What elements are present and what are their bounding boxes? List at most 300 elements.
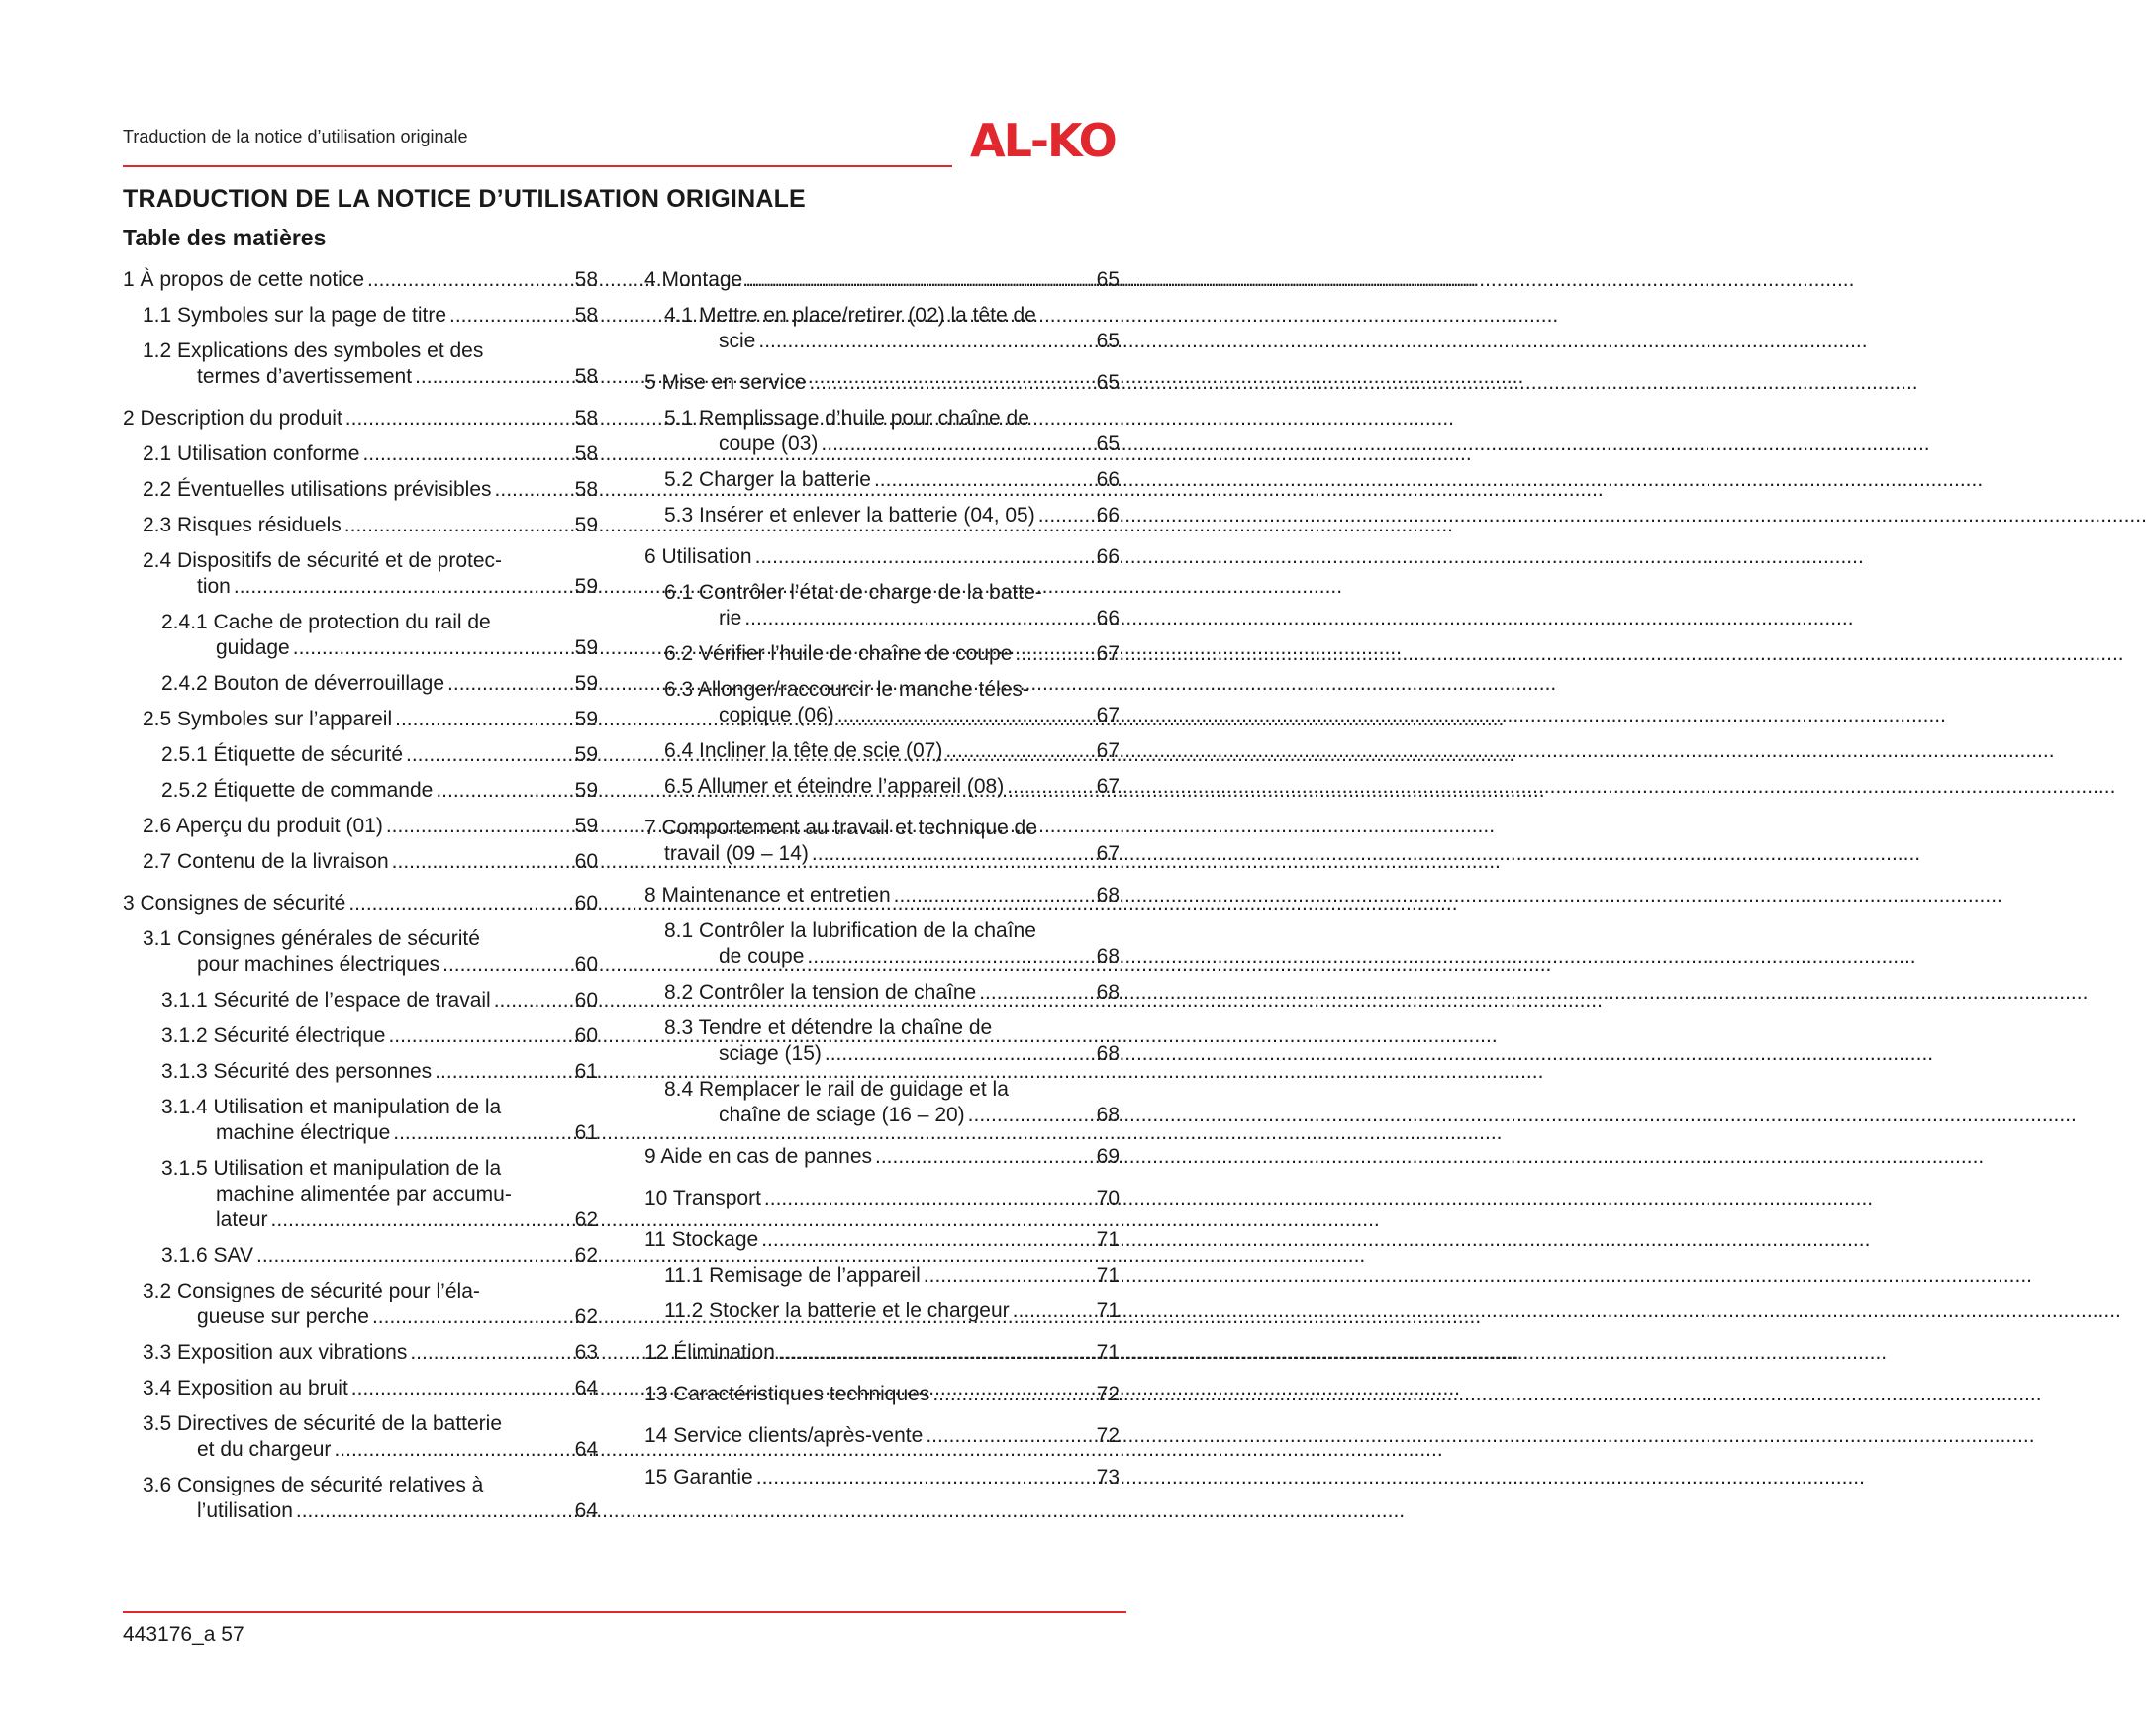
toc-entry[interactable] [123, 1279, 598, 1330]
toc-page-number: 70 [1096, 1187, 1120, 1209]
toc-entry-title: 5 Mise en service [644, 371, 807, 394]
toc-line [664, 703, 1120, 728]
toc-entry-title: 3.5 Directives de sécurité de la batterie [143, 1412, 503, 1435]
toc-entry[interactable] [123, 267, 598, 293]
toc-entry[interactable] [644, 883, 1120, 909]
toc-line [644, 1465, 1120, 1491]
toc-entry-title: 2.6 Aperçu du produit (01) [143, 815, 383, 837]
toc-entry-title: 6.1 Contrôler l’état de charge de la batte- [664, 581, 1042, 604]
toc-page-number: 68 [1096, 981, 1120, 1004]
toc-page-number: 59 [574, 779, 598, 802]
toc-leader [435, 1059, 571, 1085]
toc-entry-title: 3.1.3 Sécurité des personnes [161, 1060, 433, 1083]
toc-page-number: 67 [1096, 642, 1120, 665]
toc-leader [495, 477, 572, 503]
toc-page-number: 72 [1096, 1383, 1120, 1405]
toc-entry[interactable] [644, 1077, 1120, 1128]
toc-page-number: 71 [1096, 1341, 1120, 1364]
toc-entry-title: 6.3 Allonger/raccourcir le manche téles- [664, 678, 1029, 701]
toc-entry-title: 2.7 Contenu de la livraison [143, 850, 389, 873]
toc-page-number: 66 [1096, 607, 1120, 629]
toc-page-number: 58 [574, 478, 598, 501]
toc-page-number: 58 [574, 304, 598, 327]
toc-entry[interactable] [123, 1023, 598, 1049]
toc-entry[interactable] [644, 918, 1120, 970]
toc-right-column [644, 267, 1120, 1491]
toc-line [161, 1120, 598, 1146]
toc-entry-title-cont: lateur [216, 1208, 268, 1231]
toc-line [143, 1498, 598, 1524]
toc-entry[interactable] [123, 548, 598, 600]
toc-entry-title: 3.1.2 Sécurité électrique [161, 1024, 386, 1047]
toc-line [143, 441, 598, 467]
toc-entry-title: 11.1 Remisage de l’appareil [664, 1264, 921, 1287]
toc-entry-title-cont: scie [719, 330, 756, 352]
toc-leader [825, 1041, 1094, 1067]
toc-entry[interactable] [644, 303, 1120, 354]
toc-leader [979, 980, 1093, 1006]
toc-leader [807, 944, 1093, 970]
toc-entry[interactable] [644, 1340, 1120, 1366]
toc-leader [761, 1227, 1093, 1253]
toc-leader [345, 406, 572, 432]
toc-page-number: 67 [1096, 775, 1120, 798]
toc-line [161, 1023, 598, 1049]
toc-line [664, 1263, 1120, 1289]
toc-page-number: 67 [1096, 842, 1120, 865]
toc-page-number: 66 [1096, 545, 1120, 568]
toc-entry-title: 3.2 Consignes de sécurité pour l’éla- [143, 1280, 480, 1302]
toc-page-number: 72 [1096, 1424, 1120, 1447]
toc-entry[interactable] [123, 814, 598, 839]
toc-entry[interactable] [123, 778, 598, 804]
toc-line [644, 1144, 1120, 1170]
toc-entry[interactable] [644, 774, 1120, 800]
toc-entry-title: 6 Utilisation [644, 545, 752, 568]
toc-page-number: 68 [1096, 884, 1120, 907]
toc-line [161, 742, 598, 768]
toc-entry[interactable] [123, 1059, 598, 1085]
toc-leader [234, 574, 572, 600]
toc-line [143, 952, 598, 978]
toc-entry[interactable] [123, 441, 598, 467]
toc-entry[interactable] [123, 742, 598, 768]
toc-leader [406, 742, 572, 768]
toc-line [143, 1437, 598, 1463]
toc-page-number: 66 [1096, 504, 1120, 527]
toc-entry[interactable] [644, 503, 1120, 529]
toc-page-number: 58 [574, 407, 598, 430]
toc-page-number: 69 [1096, 1145, 1120, 1168]
toc-entry[interactable] [123, 406, 598, 432]
toc-line [143, 849, 598, 875]
toc-leader [945, 738, 1093, 764]
toc-leader [334, 1437, 571, 1463]
toc-line [143, 1304, 598, 1330]
toc-page-number: 58 [574, 365, 598, 388]
toc-leader [351, 1376, 572, 1401]
toc-page-number: 61 [574, 1060, 598, 1083]
toc-page-number: 71 [1096, 1228, 1120, 1251]
toc-entry-title: 6.2 Vérifier l’huile de chaîne de coupe [664, 642, 1013, 665]
toc-entry-title: 3.1 Consignes générales de sécurité [143, 927, 480, 950]
toc-line [143, 303, 598, 329]
toc-leader [367, 267, 572, 293]
toc-entry-title: 11 Stockage [644, 1228, 759, 1251]
toc-entry[interactable] [644, 677, 1120, 728]
toc-page-number: 65 [1096, 330, 1120, 352]
toc-entry-title: 5.2 Charger la batterie [664, 468, 871, 491]
toc-page-number: 73 [1096, 1466, 1120, 1489]
toc-entry-title-cont: guidage [216, 636, 290, 659]
toc-line [644, 883, 1120, 909]
toc-entry[interactable] [644, 1015, 1120, 1067]
toc-line [123, 267, 598, 293]
toc-line [644, 1227, 1120, 1253]
toc-line [161, 1243, 598, 1269]
toc-leader [1013, 1299, 1094, 1324]
toc-page-number: 67 [1096, 704, 1120, 726]
toc-leader [875, 1144, 1094, 1170]
toc-leader [392, 849, 572, 875]
toc-entry[interactable] [644, 1227, 1120, 1253]
toc-entry-title-cont: sciage (15) [719, 1042, 822, 1065]
toc-entry-title: 2.2 Éventuelles utilisations prévisibles [143, 478, 492, 501]
toc-leader [344, 513, 572, 538]
toc-entry[interactable] [644, 406, 1120, 457]
toc-entry[interactable] [644, 641, 1120, 667]
toc-page-number: 63 [574, 1341, 598, 1364]
toc-leader [837, 703, 1094, 728]
toc-entry-title: 2.3 Risques résiduels [143, 514, 342, 536]
toc-line [664, 641, 1120, 667]
running-header: Traduction de la notice d’utilisation originale [123, 127, 468, 146]
toc-leader [447, 671, 572, 697]
toc-leader [744, 606, 1093, 631]
toc-entry-title: 2.4.2 Bouton de déverrouillage [161, 672, 445, 695]
toc-entry[interactable] [123, 1340, 598, 1366]
toc-entry-title: 8.4 Remplacer le rail de guidage et la [664, 1078, 1009, 1101]
toc-entry-title-cont: gueuse sur perche [197, 1305, 369, 1328]
toc-line [664, 606, 1120, 631]
toc-page-number: 64 [574, 1377, 598, 1399]
toc-entry-title: 13 Caractéristiques techniques [644, 1383, 930, 1405]
toc-line [644, 1340, 1120, 1366]
toc-entry-title-cont: coupe (03) [719, 433, 819, 455]
toc-leader [745, 267, 1093, 293]
toc-entry-title-cont: machine électrique [216, 1121, 391, 1144]
toc-leader [293, 635, 572, 661]
footer-divider [123, 1611, 1126, 1613]
toc-line [161, 671, 598, 697]
toc-page-number: 64 [574, 1499, 598, 1522]
toc-page-number: 67 [1096, 739, 1120, 762]
toc-entry-title: 3.1.4 Utilisation et manipulation de la [161, 1096, 502, 1118]
toc-line [644, 544, 1120, 570]
toc-entry[interactable] [644, 1382, 1120, 1407]
toc-leader [442, 952, 572, 978]
toc-entry-title: 3.3 Exposition aux vibrations [143, 1341, 408, 1364]
toc-entry-title: 1.2 Explications des symboles et des [143, 339, 484, 362]
toc-line [644, 841, 1120, 867]
toc-entry[interactable] [644, 816, 1120, 867]
toc-page-number: 68 [1096, 1104, 1120, 1126]
toc-entry-title: 14 Service clients/après-vente [644, 1424, 924, 1447]
toc-leader [386, 814, 572, 839]
toc-leader [809, 370, 1093, 396]
toc-line [143, 707, 598, 732]
toc-leader [894, 883, 1094, 909]
toc-leader [388, 1023, 571, 1049]
toc-entry[interactable] [123, 926, 598, 978]
toc-line [644, 1186, 1120, 1211]
toc-entry[interactable] [123, 1473, 598, 1524]
toc-page-number: 58 [574, 268, 598, 291]
toc-page-number: 60 [574, 892, 598, 915]
toc-leader [449, 303, 572, 329]
toc-leader [1007, 774, 1093, 800]
toc-line [143, 364, 598, 390]
toc-line [664, 774, 1120, 800]
toc-entry[interactable] [644, 980, 1120, 1006]
toc-leader [874, 467, 1094, 493]
toc-entry[interactable] [123, 1243, 598, 1269]
toc-entry[interactable] [123, 849, 598, 875]
toc-entry-title: 3.6 Consignes de sécurité relatives à [143, 1474, 484, 1496]
toc-leader [812, 841, 1094, 867]
toc-line [664, 1041, 1120, 1067]
toc-leader [372, 1304, 572, 1330]
toc-entry-title: 4.1 Mettre en place/retirer (02) la tête de [664, 304, 1036, 327]
toc-line [161, 778, 598, 804]
toc-page-number: 65 [1096, 433, 1120, 455]
toc-entry[interactable] [123, 671, 598, 697]
toc-leader [968, 1103, 1094, 1128]
toc-entry[interactable] [644, 1299, 1120, 1324]
toc-entry[interactable] [123, 477, 598, 503]
toc-line [644, 1423, 1120, 1449]
toc-page-number: 58 [574, 442, 598, 465]
alko-logo [968, 114, 1126, 167]
toc-entry-title: 2.5.1 Étiquette de sécurité [161, 743, 403, 766]
toc-page-number: 62 [574, 1208, 598, 1231]
toc-line [143, 1340, 598, 1366]
toc-entry[interactable] [644, 267, 1120, 293]
toc-leader [436, 778, 571, 804]
document-title: TRADUCTION DE LA NOTICE D’UTILISATION ORIGINALE [123, 185, 806, 213]
toc-page-number: 60 [574, 953, 598, 976]
toc-entry-title-cont: pour machines électriques [197, 953, 440, 976]
toc-entry-title: 3.1.6 SAV [161, 1244, 254, 1267]
toc-line [644, 1382, 1120, 1407]
toc-entry-title: 7 Comportement au travail et technique de [644, 817, 1037, 839]
toc-page-number: 62 [574, 1305, 598, 1328]
toc-line [143, 1376, 598, 1401]
toc-line [143, 477, 598, 503]
toc-line [664, 467, 1120, 493]
toc-entry-title-cont: chaîne de sciage (16 – 20) [719, 1104, 965, 1126]
toc-entry[interactable] [123, 513, 598, 538]
toc-page-number: 61 [574, 1121, 598, 1144]
toc-leader [256, 1243, 572, 1269]
toc-entry-title-cont: machine alimentée par accumu- [216, 1183, 512, 1206]
svg-text:AL-KO: AL-KO [970, 114, 1116, 167]
toc-entry-title: 15 Garantie [644, 1466, 753, 1489]
toc-line [664, 503, 1120, 529]
toc-leader [932, 1382, 1093, 1407]
toc-line [143, 513, 598, 538]
toc-page-number: 64 [574, 1438, 598, 1461]
toc-page-number: 60 [574, 1024, 598, 1047]
toc-leader [348, 891, 571, 916]
toc-entry-title: 12 Élimination [644, 1341, 775, 1364]
toc-page-number: 65 [1096, 268, 1120, 291]
toc-leader [764, 1186, 1094, 1211]
toc-entry[interactable] [123, 891, 598, 916]
toc-entry-title: 4 Montage [644, 268, 743, 291]
toc-entry[interactable] [123, 1376, 598, 1401]
toc-page-number: 71 [1096, 1264, 1120, 1287]
toc-entry[interactable] [644, 1263, 1120, 1289]
toc-leader [924, 1263, 1094, 1289]
toc-line [644, 267, 1120, 293]
toc-entry-title: 10 Transport [644, 1187, 761, 1209]
toc-entry-title-cont: copique (06) [719, 704, 834, 726]
toc-leader [410, 1340, 571, 1366]
toc-line [664, 1103, 1120, 1128]
toc-entry[interactable] [123, 1095, 598, 1146]
toc-leader [756, 1465, 1094, 1491]
toc-entry[interactable] [644, 1423, 1120, 1449]
toc-entry-title: 9 Aide en cas de pannes [644, 1145, 873, 1168]
toc-line [143, 574, 598, 600]
toc-entry-title: 8.1 Contrôler la lubrification de la chaîne [664, 919, 1036, 942]
toc-line [161, 1207, 598, 1233]
toc-entry-title-cont: tion [197, 575, 231, 598]
toc-line [664, 1299, 1120, 1324]
toc-entry[interactable] [644, 1144, 1120, 1170]
toc-page-number: 59 [574, 514, 598, 536]
toc-page-number: 59 [574, 815, 598, 837]
toc-page-number: 66 [1096, 468, 1120, 491]
toc-entry-title: 3.1.5 Utilisation et manipulation de la [161, 1157, 502, 1180]
toc-leader [271, 1207, 572, 1233]
toc-line [664, 980, 1120, 1006]
toc-entry[interactable] [644, 467, 1120, 493]
toc-entry[interactable] [644, 544, 1120, 570]
toc-line [161, 988, 598, 1013]
toc-entry-title: 5.3 Insérer et enlever la batterie (04, 05) [664, 504, 1035, 527]
toc-entry-title: 5.1 Remplissage d’huile pour chaîne de [664, 407, 1029, 430]
toc-page-number: 59 [574, 575, 598, 598]
toc-entry[interactable] [644, 738, 1120, 764]
toc-entry-title: 2 Description du produit [123, 407, 342, 430]
toc-entry[interactable] [644, 370, 1120, 396]
toc-leader [362, 441, 571, 467]
toc-title: Table des matières [123, 225, 327, 250]
toc-entry-title: 3.1.1 Sécurité de l’espace de travail [161, 989, 491, 1012]
toc-entry-title-cont: l’utilisation [197, 1499, 293, 1522]
toc-page-number: 59 [574, 708, 598, 730]
toc-page-number: 71 [1096, 1300, 1120, 1322]
toc-line [664, 738, 1120, 764]
toc-page-number: 59 [574, 636, 598, 659]
page-footer: 443176_a 57 [123, 1623, 244, 1646]
toc-line [664, 432, 1120, 457]
toc-entry-title-cont: travail (09 – 14) [664, 842, 809, 865]
toc-line [664, 944, 1120, 970]
toc-left-column [123, 267, 598, 1524]
toc-line [161, 1059, 598, 1085]
toc-page-number: 59 [574, 743, 598, 766]
toc-entry-title: 6.5 Allumer et éteindre l’appareil (08) [664, 775, 1005, 798]
toc-line [664, 329, 1120, 354]
toc-leader [296, 1498, 572, 1524]
toc-leader [758, 329, 1093, 354]
toc-page-number: 65 [1096, 371, 1120, 394]
toc-entry[interactable] [644, 1465, 1120, 1491]
toc-leader [1038, 503, 1094, 529]
toc-page-number: 60 [574, 989, 598, 1012]
toc-entry[interactable] [644, 580, 1120, 631]
toc-entry[interactable] [123, 303, 598, 329]
toc-entry-title: 2.4.1 Cache de protection du rail de [161, 611, 491, 633]
toc-page-number: 60 [574, 850, 598, 873]
toc-leader [755, 544, 1094, 570]
toc-line [644, 370, 1120, 396]
toc-entry-title: 8.3 Tendre et détendre la chaîne de [664, 1016, 993, 1039]
toc-line [143, 814, 598, 839]
toc-entry-title: 8 Maintenance et entretien [644, 884, 891, 907]
toc-page-number: 68 [1096, 1042, 1120, 1065]
toc-entry-title: 6.4 Incliner la tête de scie (07) [664, 739, 943, 762]
toc-leader [821, 432, 1093, 457]
toc-entry-title: 11.2 Stocker la batterie et le chargeur [664, 1300, 1010, 1322]
toc-leader [415, 364, 572, 390]
toc-entry[interactable] [123, 1156, 598, 1233]
toc-entry-title: 2.4 Dispositifs de sécurité et de protec- [143, 549, 503, 572]
toc-entry-title: 1.1 Symboles sur la page de titre [143, 304, 447, 327]
toc-entry-title-cont: rie [719, 607, 742, 629]
toc-entry-title: 2.5 Symboles sur l’appareil [143, 708, 393, 730]
toc-leader [494, 988, 572, 1013]
toc-entry-title-cont: et du chargeur [197, 1438, 332, 1461]
toc-leader [778, 1340, 1094, 1366]
toc-page-number: 68 [1096, 945, 1120, 968]
toc-entry-title: 1 À propos de cette notice [123, 268, 364, 291]
toc-leader [393, 1120, 571, 1146]
toc-entry-title: 2.5.2 Étiquette de commande [161, 779, 434, 802]
toc-line [123, 891, 598, 916]
toc-line [123, 406, 598, 432]
toc-entry[interactable] [644, 1186, 1120, 1211]
toc-entry[interactable] [123, 1411, 598, 1463]
toc-entry[interactable] [123, 610, 598, 661]
toc-leader [395, 707, 572, 732]
toc-entry[interactable] [123, 707, 598, 732]
toc-entry-title: 3 Consignes de sécurité [123, 892, 346, 915]
header-divider [123, 165, 952, 167]
toc-line [161, 635, 598, 661]
toc-entry-title: 8.2 Contrôler la tension de chaîne [664, 981, 977, 1004]
toc-entry[interactable] [123, 338, 598, 390]
toc-page-number: 62 [574, 1244, 598, 1267]
toc-entry-title: 3.4 Exposition au bruit [143, 1377, 348, 1399]
toc-entry-title: 2.1 Utilisation conforme [143, 442, 360, 465]
toc-leader [926, 1423, 1093, 1449]
toc-entry[interactable] [123, 988, 598, 1013]
toc-page-number: 59 [574, 672, 598, 695]
